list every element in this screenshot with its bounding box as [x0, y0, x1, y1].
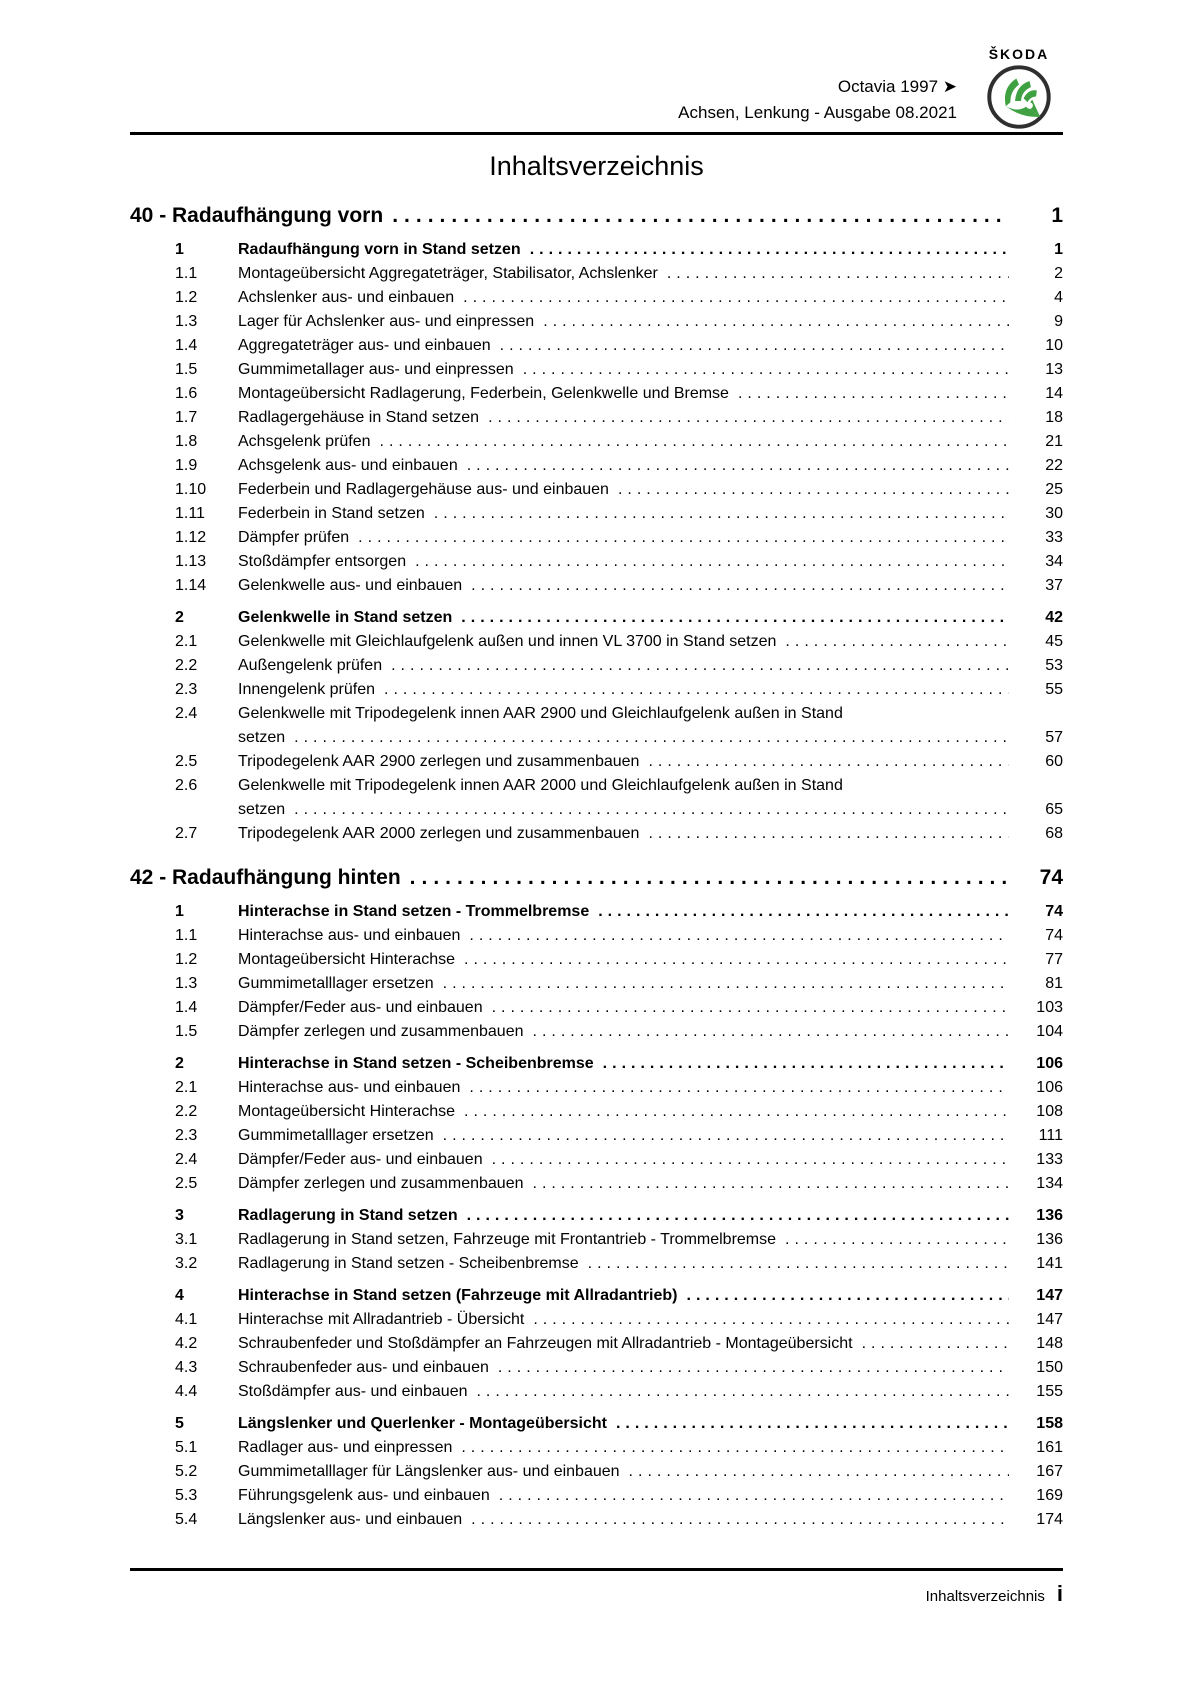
toc-entry-row [130, 654, 1063, 678]
dots-leader [476, 1380, 1009, 1404]
toc-chapter [130, 864, 1063, 1532]
dots-leader [294, 798, 1009, 822]
toc-entry-title: Hinterachse in Stand setzen (Fahrzeuge mit Allradantrieb) [238, 1287, 678, 1304]
toc-entry-title: setzen [238, 729, 286, 746]
toc-entry-number: 1.2 [175, 289, 198, 306]
toc-entry-row [130, 574, 1063, 598]
toc-entry-number: 2.2 [175, 657, 198, 674]
dots-leader [543, 310, 1009, 334]
page-header [130, 0, 1063, 130]
dots-leader [785, 630, 1009, 654]
dots-leader [648, 822, 1009, 846]
toc-entry-title: Aggregateträger aus- und einbauen [238, 337, 491, 354]
toc-entry-title: Gummimetalllager ersetzen [238, 1127, 434, 1144]
toc-entry-number: 2.4 [175, 705, 198, 722]
toc-entry-title: Montageübersicht Aggregateträger, Stabilisator, Achslenker [238, 265, 658, 282]
toc-entry-title: Gelenkwelle in Stand setzen [238, 609, 453, 626]
table-of-contents [130, 202, 1063, 1532]
toc-entry-title: Radlagergehäuse in Stand setzen [238, 409, 480, 426]
dots-leader [467, 1204, 1009, 1228]
toc-entry-title: Gelenkwelle mit Tripodegelenk innen AAR 2000 und Gleichlaufgelenk außen in Stand [238, 777, 843, 794]
toc-entry-page-number: 136 [1036, 1231, 1063, 1248]
toc-entry-page-number: 57 [1045, 729, 1063, 746]
dots-leader [498, 1356, 1009, 1380]
toc-entry-number: 2.1 [175, 633, 198, 650]
toc-entry-page-number: 155 [1036, 1383, 1063, 1400]
toc-entry-page-number: 22 [1045, 457, 1063, 474]
toc-chapter-entries [130, 900, 1063, 1532]
toc-chapter-page-number: 1 [1051, 204, 1063, 227]
toc-entry-row [130, 382, 1063, 406]
toc-entry-row [130, 1252, 1063, 1276]
dots-leader [492, 996, 1009, 1020]
toc-entry-row [130, 750, 1063, 774]
toc-entry-number: 1.3 [175, 975, 198, 992]
footer-label: Inhaltsverzeichnis [925, 1588, 1045, 1605]
toc-entry-title: Längslenker aus- und einbauen [238, 1511, 463, 1528]
dots-leader [603, 1052, 1009, 1076]
toc-entry-number: 1.11 [175, 505, 205, 522]
toc-entry-number: 2.1 [175, 1079, 198, 1096]
dots-leader [530, 238, 1009, 262]
toc-entry-title: Montageübersicht Radlagerung, Federbein, Gelenkwelle und Bremse [238, 385, 729, 402]
toc-entry-page-number: 81 [1045, 975, 1063, 992]
toc-entry-number: 2.5 [175, 1175, 198, 1192]
toc-entry-page-number: 21 [1045, 433, 1063, 450]
toc-entry-row [130, 702, 1063, 726]
toc-entry-number: 1.3 [175, 313, 198, 330]
toc-entry-number: 4.1 [175, 1311, 198, 1328]
toc-entry-page-number: 9 [1054, 313, 1063, 330]
toc-entry-page-number: 161 [1036, 1439, 1063, 1456]
dots-leader [358, 526, 1009, 550]
toc-entry-number: 1.13 [175, 553, 207, 570]
toc-entry-number: 1.4 [175, 999, 198, 1016]
toc-entry-number: 5.3 [175, 1487, 198, 1504]
toc-entry-number: 1.8 [175, 433, 198, 450]
toc-entry-number: 4.4 [175, 1383, 198, 1400]
toc-entry-row [130, 924, 1063, 948]
toc-entry-row [130, 1508, 1063, 1532]
toc-entry-title: Achsgelenk prüfen [238, 433, 371, 450]
dots-leader [648, 750, 1009, 774]
toc-entry-title: setzen [238, 801, 286, 818]
toc-entry-page-number: 14 [1045, 385, 1063, 402]
toc-entry-row [130, 1124, 1063, 1148]
header-divider [130, 132, 1063, 135]
dots-leader [471, 1508, 1009, 1532]
toc-entry-title: Stoßdämpfer aus- und einbauen [238, 1383, 468, 1400]
toc-entry-title: Stoßdämpfer entsorgen [238, 553, 407, 570]
toc-entry-page-number: 37 [1045, 577, 1063, 594]
skoda-logo [975, 46, 1063, 130]
dots-leader [738, 382, 1009, 406]
toc-entry-title: Längslenker und Querlenker - Montageübersicht [238, 1415, 607, 1432]
dots-leader [443, 972, 1009, 996]
toc-entry-title: Hinterachse in Stand setzen - Scheibenbremse [238, 1055, 594, 1072]
toc-entry-row [130, 310, 1063, 334]
toc-entry-title: Radlagerung in Stand setzen, Fahrzeuge mit Frontantrieb - Trommelbremse [238, 1231, 777, 1248]
toc-entry-number: 4 [175, 1287, 184, 1304]
dots-leader [500, 334, 1009, 358]
toc-entry-number: 1.9 [175, 457, 198, 474]
toc-entry-number: 2 [175, 1055, 184, 1072]
toc-entry-page-number: 150 [1036, 1359, 1063, 1376]
dots-leader [492, 1148, 1009, 1172]
toc-entry-page-number: 65 [1045, 801, 1063, 818]
toc-entry-number: 1 [175, 903, 184, 920]
toc-entry-row [130, 1020, 1063, 1044]
dots-leader [467, 454, 1009, 478]
toc-entry-number: 3 [175, 1207, 184, 1224]
toc-entry-page-number: 106 [1036, 1079, 1063, 1096]
toc-entry-number: 2.7 [175, 825, 198, 842]
toc-chapter-page-number: 74 [1039, 866, 1063, 889]
toc-entry-page-number: 74 [1045, 903, 1063, 920]
toc-entry-title: Radlagerung in Stand setzen - Scheibenbremse [238, 1255, 579, 1272]
dots-leader [415, 550, 1009, 574]
dots-leader [471, 574, 1009, 598]
toc-entry-title: Außengelenk prüfen [238, 657, 383, 674]
toc-chapter-heading [130, 864, 1063, 892]
footer-line [130, 1581, 1063, 1607]
dots-leader [294, 726, 1009, 750]
toc-entry-page-number: 13 [1045, 361, 1063, 378]
toc-chapter-entries [130, 238, 1063, 846]
page-footer [130, 1568, 1063, 1607]
dots-leader [499, 1484, 1009, 1508]
toc-entry-row [130, 502, 1063, 526]
toc-entry-title: Achsgelenk aus- und einbauen [238, 457, 458, 474]
toc-entry-page-number: 2 [1054, 265, 1063, 282]
toc-entry-number: 2.3 [175, 1127, 198, 1144]
dots-leader [533, 1172, 1010, 1196]
toc-entry-number: 1.7 [175, 409, 198, 426]
toc-entry-row [130, 1052, 1063, 1076]
toc-entry-title: Hinterachse aus- und einbauen [238, 927, 461, 944]
toc-entry-page-number: 147 [1036, 1287, 1063, 1304]
toc-entry-page-number: 174 [1036, 1511, 1063, 1528]
toc-entry-number: 2 [175, 609, 184, 626]
dots-leader [616, 1412, 1009, 1436]
toc-entry-title: Gummimetalllager ersetzen [238, 975, 434, 992]
footer-page-number: i [1056, 1581, 1063, 1606]
toc-entry-number: 1 [175, 241, 184, 258]
dots-leader [392, 202, 1009, 230]
toc-chapter-title: 42 - Radaufhängung hinten [130, 866, 401, 889]
brand-name: ŠKODA [988, 46, 1050, 62]
toc-entry-number: 5.1 [175, 1439, 198, 1456]
toc-entry-page-number: 18 [1045, 409, 1063, 426]
skoda-winged-arrow-icon [975, 64, 1063, 130]
toc-entry-row [130, 526, 1063, 550]
toc-entry-page-number: 133 [1036, 1151, 1063, 1168]
dots-leader [410, 864, 1009, 892]
toc-entry-number: 1.2 [175, 951, 198, 968]
toc-entry-page-number: 148 [1036, 1335, 1063, 1352]
toc-entry-row [130, 948, 1063, 972]
header-model-line: Octavia 1997 ➤ [837, 77, 957, 96]
toc-entry-page-number: 25 [1045, 481, 1063, 498]
toc-entry-row [130, 972, 1063, 996]
dots-leader [523, 358, 1009, 382]
toc-entry-page-number: 103 [1036, 999, 1063, 1016]
toc-entry-page-number: 106 [1036, 1055, 1063, 1072]
toc-entry-page-number: 55 [1045, 681, 1063, 698]
toc-entry-row [130, 726, 1063, 750]
toc-entry-page-number: 10 [1045, 337, 1063, 354]
toc-entry-title: Innengelenk prüfen [238, 681, 375, 698]
dots-leader [469, 1076, 1009, 1100]
toc-entry-title: Tripodegelenk AAR 2900 zerlegen und zusammenbauen [238, 753, 640, 770]
toc-entry-number: 3.2 [175, 1255, 198, 1272]
toc-entry-row [130, 1308, 1063, 1332]
toc-entry-number: 1.1 [175, 265, 198, 282]
dots-leader [463, 286, 1009, 310]
toc-entry-number: 2.6 [175, 777, 198, 794]
toc-entry-title: Hinterachse in Stand setzen - Trommelbremse [238, 903, 590, 920]
toc-entry-page-number: 169 [1036, 1487, 1063, 1504]
dots-leader [434, 502, 1009, 526]
page-title: Inhaltsverzeichnis [489, 151, 704, 181]
toc-entry-page-number: 68 [1045, 825, 1063, 842]
toc-entry-number: 1.4 [175, 337, 198, 354]
toc-entry-title: Dämpfer/Feder aus- und einbauen [238, 1151, 483, 1168]
toc-entry-title: Radaufhängung vorn in Stand setzen [238, 241, 521, 258]
toc-entry-row [130, 454, 1063, 478]
toc-chapter-title: 40 - Radaufhängung vorn [130, 204, 384, 227]
toc-entry-row [130, 430, 1063, 454]
toc-entry-row [130, 358, 1063, 382]
toc-entry-title: Gummimetalllager für Längslenker aus- und einbauen [238, 1463, 620, 1480]
dots-leader [598, 900, 1009, 924]
toc-entry-page-number: 34 [1045, 553, 1063, 570]
toc-entry-number: 1.10 [175, 481, 207, 498]
toc-entry-row [130, 1204, 1063, 1228]
toc-entry-number: 5.4 [175, 1511, 198, 1528]
toc-entry-row [130, 1436, 1063, 1460]
toc-entry-row [130, 1380, 1063, 1404]
toc-entry-row [130, 1228, 1063, 1252]
toc-entry-page-number: 74 [1045, 927, 1063, 944]
toc-entry-row [130, 822, 1063, 846]
toc-entry-page-number: 33 [1045, 529, 1063, 546]
toc-entry-row [130, 630, 1063, 654]
toc-entry-row [130, 1076, 1063, 1100]
dots-leader [443, 1124, 1009, 1148]
toc-entry-title: Gelenkwelle mit Gleichlaufgelenk außen und innen VL 3700 in Stand setzen [238, 633, 777, 650]
toc-entry-page-number: 167 [1036, 1463, 1063, 1480]
toc-entry-page-number: 158 [1036, 1415, 1063, 1432]
toc-entry-row [130, 606, 1063, 630]
dots-leader [629, 1460, 1009, 1484]
dots-leader [384, 678, 1009, 702]
toc-entry-page-number: 53 [1045, 657, 1063, 674]
toc-entry-row [130, 774, 1063, 798]
toc-entry-page-number: 134 [1036, 1175, 1063, 1192]
toc-entry-number: 1.12 [175, 529, 207, 546]
toc-entry-row [130, 1484, 1063, 1508]
toc-entry-number: 3.1 [175, 1231, 198, 1248]
toc-entry-title: Dämpfer/Feder aus- und einbauen [238, 999, 483, 1016]
toc-entry-title: Lager für Achslenker aus- und einpressen [238, 313, 535, 330]
dots-leader [533, 1020, 1010, 1044]
toc-chapter [130, 202, 1063, 846]
toc-entry-page-number: 30 [1045, 505, 1063, 522]
dots-leader [380, 430, 1009, 454]
toc-entry-page-number: 111 [1038, 1127, 1063, 1144]
toc-entry-title: Gummimetallager aus- und einpressen [238, 361, 514, 378]
toc-entry-row [130, 286, 1063, 310]
toc-entry-title: Montageübersicht Hinterachse [238, 951, 456, 968]
toc-entry-number: 2.3 [175, 681, 198, 698]
toc-entry-row [130, 1332, 1063, 1356]
toc-entry-row [130, 238, 1063, 262]
toc-entry-number: 5.2 [175, 1463, 198, 1480]
toc-entry-number: 2.2 [175, 1103, 198, 1120]
toc-entry-title: Dämpfer zerlegen und zusammenbauen [238, 1175, 524, 1192]
toc-entry-row [130, 996, 1063, 1020]
dots-leader [667, 262, 1009, 286]
toc-entry-page-number: 77 [1045, 951, 1063, 968]
toc-entry-row [130, 1148, 1063, 1172]
toc-entry-row [130, 406, 1063, 430]
header-text [678, 74, 957, 130]
toc-entry-number: 2.5 [175, 753, 198, 770]
toc-entry-title: Federbein und Radlagergehäuse aus- und einbauen [238, 481, 609, 498]
toc-entry-page-number: 104 [1036, 1023, 1063, 1040]
toc-entry-title: Radlager aus- und einpressen [238, 1439, 453, 1456]
toc-entry-row [130, 1284, 1063, 1308]
toc-entry-title: Dämpfer prüfen [238, 529, 350, 546]
toc-entry-row [130, 1356, 1063, 1380]
toc-entry-number: 5 [175, 1415, 184, 1432]
toc-entry-row [130, 1100, 1063, 1124]
toc-entry-number: 1.1 [175, 927, 198, 944]
toc-entry-page-number: 60 [1045, 753, 1063, 770]
toc-entry-title: Schraubenfeder aus- und einbauen [238, 1359, 489, 1376]
toc-entry-row [130, 334, 1063, 358]
toc-entry-row [130, 262, 1063, 286]
toc-entry-page-number: 42 [1045, 609, 1063, 626]
dots-leader [461, 1436, 1009, 1460]
dots-leader [533, 1308, 1009, 1332]
toc-entry-title: Gelenkwelle aus- und einbauen [238, 577, 463, 594]
toc-entry-number: 1.6 [175, 385, 198, 402]
toc-entry-row [130, 1460, 1063, 1484]
toc-entry-page-number: 4 [1054, 289, 1063, 306]
dots-leader [618, 478, 1009, 502]
page-content [130, 0, 1063, 1532]
toc-entry-row [130, 900, 1063, 924]
toc-entry-title: Schraubenfeder und Stoßdämpfer an Fahrzeugen mit Allradantrieb - Montageübersicht [238, 1335, 853, 1352]
dots-leader [469, 924, 1009, 948]
toc-entry-page-number: 147 [1036, 1311, 1063, 1328]
toc-entry-title: Hinterachse aus- und einbauen [238, 1079, 461, 1096]
toc-entry-title: Montageübersicht Hinterachse [238, 1103, 456, 1120]
toc-entry-title: Führungsgelenk aus- und einbauen [238, 1487, 490, 1504]
toc-entry-title: Gelenkwelle mit Tripodegelenk innen AAR 2900 und Gleichlaufgelenk außen in Stand [238, 705, 843, 722]
toc-entry-number: 1.5 [175, 361, 198, 378]
toc-entry-row [130, 478, 1063, 502]
dots-leader [461, 606, 1009, 630]
toc-entry-number: 4.2 [175, 1335, 198, 1352]
dots-leader [785, 1228, 1009, 1252]
toc-entry-page-number: 45 [1045, 633, 1063, 650]
toc-entry-row [130, 550, 1063, 574]
toc-entry-title: Hinterachse mit Allradantrieb - Übersicht [238, 1311, 525, 1328]
dots-leader [862, 1332, 1009, 1356]
toc-entry-number: 1.14 [175, 577, 207, 594]
toc-entry-title: Radlagerung in Stand setzen [238, 1207, 458, 1224]
toc-entry-page-number: 141 [1036, 1255, 1063, 1272]
toc-chapter-heading [130, 202, 1063, 230]
toc-entry-page-number: 136 [1036, 1207, 1063, 1224]
toc-entry-page-number: 108 [1036, 1103, 1063, 1120]
toc-entry-title: Tripodegelenk AAR 2000 zerlegen und zusammenbauen [238, 825, 640, 842]
toc-entry-row [130, 678, 1063, 702]
dots-leader [488, 406, 1009, 430]
toc-entry-title: Dämpfer zerlegen und zusammenbauen [238, 1023, 524, 1040]
toc-entry-number: 2.4 [175, 1151, 198, 1168]
toc-entry-number: 1.5 [175, 1023, 198, 1040]
toc-entry-title: Achslenker aus- und einbauen [238, 289, 455, 306]
footer-divider [130, 1568, 1063, 1571]
dots-leader [588, 1252, 1009, 1276]
dots-leader [687, 1284, 1010, 1308]
toc-entry-row [130, 798, 1063, 822]
toc-entry-page-number: 1 [1054, 241, 1063, 258]
toc-entry-number: 4.3 [175, 1359, 198, 1376]
toc-entry-row [130, 1412, 1063, 1436]
toc-entry-title: Federbein in Stand setzen [238, 505, 425, 522]
dots-leader [464, 1100, 1009, 1124]
dots-leader [464, 948, 1009, 972]
toc-entry-row [130, 1172, 1063, 1196]
dots-leader [391, 654, 1009, 678]
header-subtitle: Achsen, Lenkung - Ausgabe 08.2021 [678, 103, 957, 122]
